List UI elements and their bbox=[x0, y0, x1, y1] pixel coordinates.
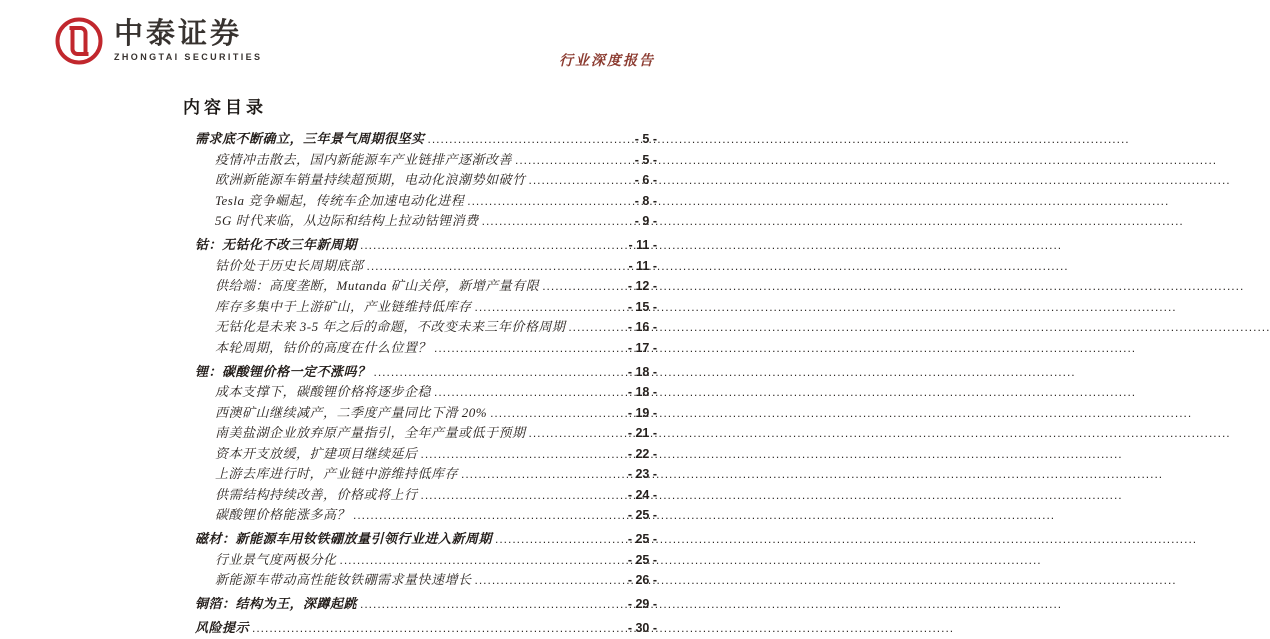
toc-leader-dots bbox=[421, 486, 625, 506]
toc-entry[interactable] bbox=[195, 594, 657, 615]
toc-entry[interactable] bbox=[195, 338, 657, 359]
toc-page-number: - 19 - bbox=[627, 405, 657, 420]
toc-entry[interactable] bbox=[195, 317, 657, 338]
toc-leader-dots bbox=[529, 171, 632, 191]
toc-page-number: - 5 - bbox=[634, 152, 657, 167]
toc-entry[interactable] bbox=[195, 550, 657, 571]
toc-entry-label: 需求底不断确立，三年景气周期很坚实 bbox=[195, 131, 425, 146]
toc-leader-dots bbox=[515, 151, 632, 171]
toc-entry-label: 碳酸锂价格能涨多高？ bbox=[215, 507, 351, 522]
toc-entry[interactable] bbox=[195, 362, 657, 383]
toc-entry-label: 本轮周期，钴价的高度在什么位置？ bbox=[215, 339, 432, 355]
toc-entry-label: 欧洲新能源车销量持续超预期，电动化浪潮势如破竹 bbox=[215, 172, 526, 187]
page-header bbox=[0, 0, 700, 85]
toc-entry[interactable] bbox=[195, 570, 657, 591]
toc-page-number: - 25 - bbox=[627, 552, 657, 567]
toc-page-number: - 30 - bbox=[627, 621, 657, 635]
logo-cn-name: 中泰证券 bbox=[114, 18, 243, 50]
toc-entry-label: 铜箔：结构为王，深蹲起跳 bbox=[195, 596, 358, 611]
toc-entry[interactable] bbox=[195, 170, 657, 191]
toc-entry-label: 成本支撑下，碳酸锂价格将逐步企稳 bbox=[215, 384, 432, 399]
toc-entry-label: 钴：无钴化不改三年新周期 bbox=[195, 237, 358, 252]
toc-leader-dots bbox=[434, 339, 625, 359]
toc-entry[interactable] bbox=[195, 297, 657, 318]
toc-page-number: - 15 - bbox=[627, 299, 657, 314]
toc-entry[interactable] bbox=[195, 529, 657, 550]
toc-page-number: - 18 - bbox=[627, 364, 657, 379]
toc-page-number: - 22 - bbox=[627, 446, 657, 461]
toc-entry-label: 新能源车带动高性能钕铁硼需求量快速增长 bbox=[215, 572, 472, 587]
toc-entry-label: 风险提示 bbox=[195, 620, 250, 635]
toc-entry-label: 5G 时代来临，从边际和结构上拉动钴锂消费 bbox=[215, 213, 479, 228]
toc-entry-label: 锂：碳酸锂价格一定不涨吗？ bbox=[195, 363, 371, 379]
toc-leader-dots bbox=[374, 363, 625, 383]
toc-leader-dots bbox=[475, 571, 625, 591]
toc-entry-label: 疫情冲击散去，国内新能源车产业链排产逐渐改善 bbox=[215, 151, 513, 167]
toc-entry-label: 磁材：新能源车用钕铁硼放量引领行业进入新周期 bbox=[195, 531, 493, 546]
toc-entry[interactable] bbox=[195, 191, 657, 212]
toc-leader-dots bbox=[467, 192, 632, 212]
toc-entry[interactable] bbox=[195, 464, 657, 485]
toc-entry-label: 行业景气度两极分化 bbox=[215, 551, 337, 567]
toc-entry[interactable] bbox=[195, 150, 657, 171]
toc-page-number: - 25 - bbox=[627, 532, 657, 546]
toc-entry[interactable] bbox=[195, 618, 657, 639]
report-type-label: 行业深度报告 bbox=[559, 54, 655, 69]
toc-page-number: - 23 - bbox=[627, 467, 657, 481]
toc-leader-dots bbox=[490, 404, 625, 424]
toc-leader-dots bbox=[252, 619, 625, 639]
toc-leader-dots bbox=[360, 595, 625, 615]
zhongtai-logo-icon bbox=[54, 16, 104, 66]
toc-entry[interactable] bbox=[195, 211, 657, 232]
toc-entry-label: 南美盐湖企业放弃原产量指引，全年产量或低于预期 bbox=[215, 425, 526, 440]
toc-entry[interactable] bbox=[195, 256, 657, 277]
toc-leader-dots bbox=[340, 551, 625, 571]
toc-entry[interactable] bbox=[195, 276, 657, 297]
toc-entry[interactable] bbox=[195, 129, 657, 150]
toc-entry-label: 钴价处于历史长周期底部 bbox=[215, 257, 364, 273]
toc-entry-label: 供给端：高度垄断，Mutanda 矿山关停，新增产量有限 bbox=[215, 278, 540, 293]
toc-page-number: - 12 - bbox=[627, 279, 657, 293]
toc-entry-label: 资本开支放缓，扩建项目继续延后 bbox=[215, 445, 418, 461]
toc-entry[interactable] bbox=[195, 235, 657, 256]
toc-leader-dots bbox=[421, 445, 625, 465]
toc-page-number: - 11 - bbox=[628, 258, 657, 273]
toc-page-number: - 8 - bbox=[634, 193, 657, 208]
toc-leader-dots bbox=[529, 424, 625, 444]
toc-entry[interactable] bbox=[195, 403, 657, 424]
toc-entry-label: Tesla 竞争崛起，传统车企加速电动化进程 bbox=[215, 192, 465, 208]
toc-page-number: - 24 - bbox=[627, 487, 657, 502]
toc-page-number: - 29 - bbox=[627, 597, 657, 611]
toc-page-number: - 9 - bbox=[634, 214, 657, 228]
toc-leader-dots bbox=[568, 318, 624, 338]
toc-entry-label: 无钴化是未来 3-5 年之后的命题，不改变未来三年价格周期 bbox=[215, 319, 566, 334]
toc-entry[interactable] bbox=[195, 444, 657, 465]
toc-leader-dots bbox=[482, 212, 632, 232]
toc-leader-dots bbox=[475, 298, 625, 318]
toc-title: 内容目录 bbox=[183, 98, 267, 117]
toc-list bbox=[195, 129, 657, 639]
toc-entry-label: 西澳矿山继续减产，二季度产量同比下滑 20% bbox=[215, 404, 488, 420]
toc-entry-label: 供需结构持续改善，价格或将上行 bbox=[215, 486, 418, 502]
toc-leader-dots bbox=[461, 465, 625, 485]
toc-leader-dots bbox=[367, 257, 626, 277]
toc-leader-dots bbox=[360, 236, 625, 256]
zhongtai-logo bbox=[54, 16, 262, 66]
toc-leader-dots bbox=[428, 130, 632, 150]
toc-page-number: - 21 - bbox=[627, 426, 657, 440]
toc-page-number: - 5 - bbox=[634, 132, 657, 146]
toc-leader-dots bbox=[434, 383, 625, 403]
toc-page-number: - 26 - bbox=[627, 573, 657, 587]
logo-en-name: ZHONGTAI SECURITIES bbox=[114, 52, 263, 62]
toc-page-number: - 25 - bbox=[627, 508, 657, 522]
logo-text bbox=[114, 19, 262, 63]
toc-entry[interactable] bbox=[195, 382, 657, 403]
toc-entry[interactable] bbox=[195, 505, 657, 526]
toc-entry-label: 上游去库进行时，产业链中游维持低库存 bbox=[215, 466, 459, 481]
toc-page-number: - 6 - bbox=[634, 173, 657, 187]
toc-page-number: - 16 - bbox=[627, 320, 657, 334]
toc-leader-dots bbox=[542, 277, 625, 297]
toc-entry[interactable] bbox=[195, 423, 657, 444]
toc-page-number: - 18 - bbox=[627, 385, 657, 399]
toc-entry[interactable] bbox=[195, 485, 657, 506]
toc-entry-label: 库存多集中于上游矿山，产业链维持低库存 bbox=[215, 298, 472, 314]
toc-page-number: - 17 - bbox=[627, 340, 657, 355]
toc-leader-dots bbox=[495, 530, 625, 550]
toc-page-number: - 11 - bbox=[628, 238, 657, 252]
toc-leader-dots bbox=[353, 506, 625, 526]
